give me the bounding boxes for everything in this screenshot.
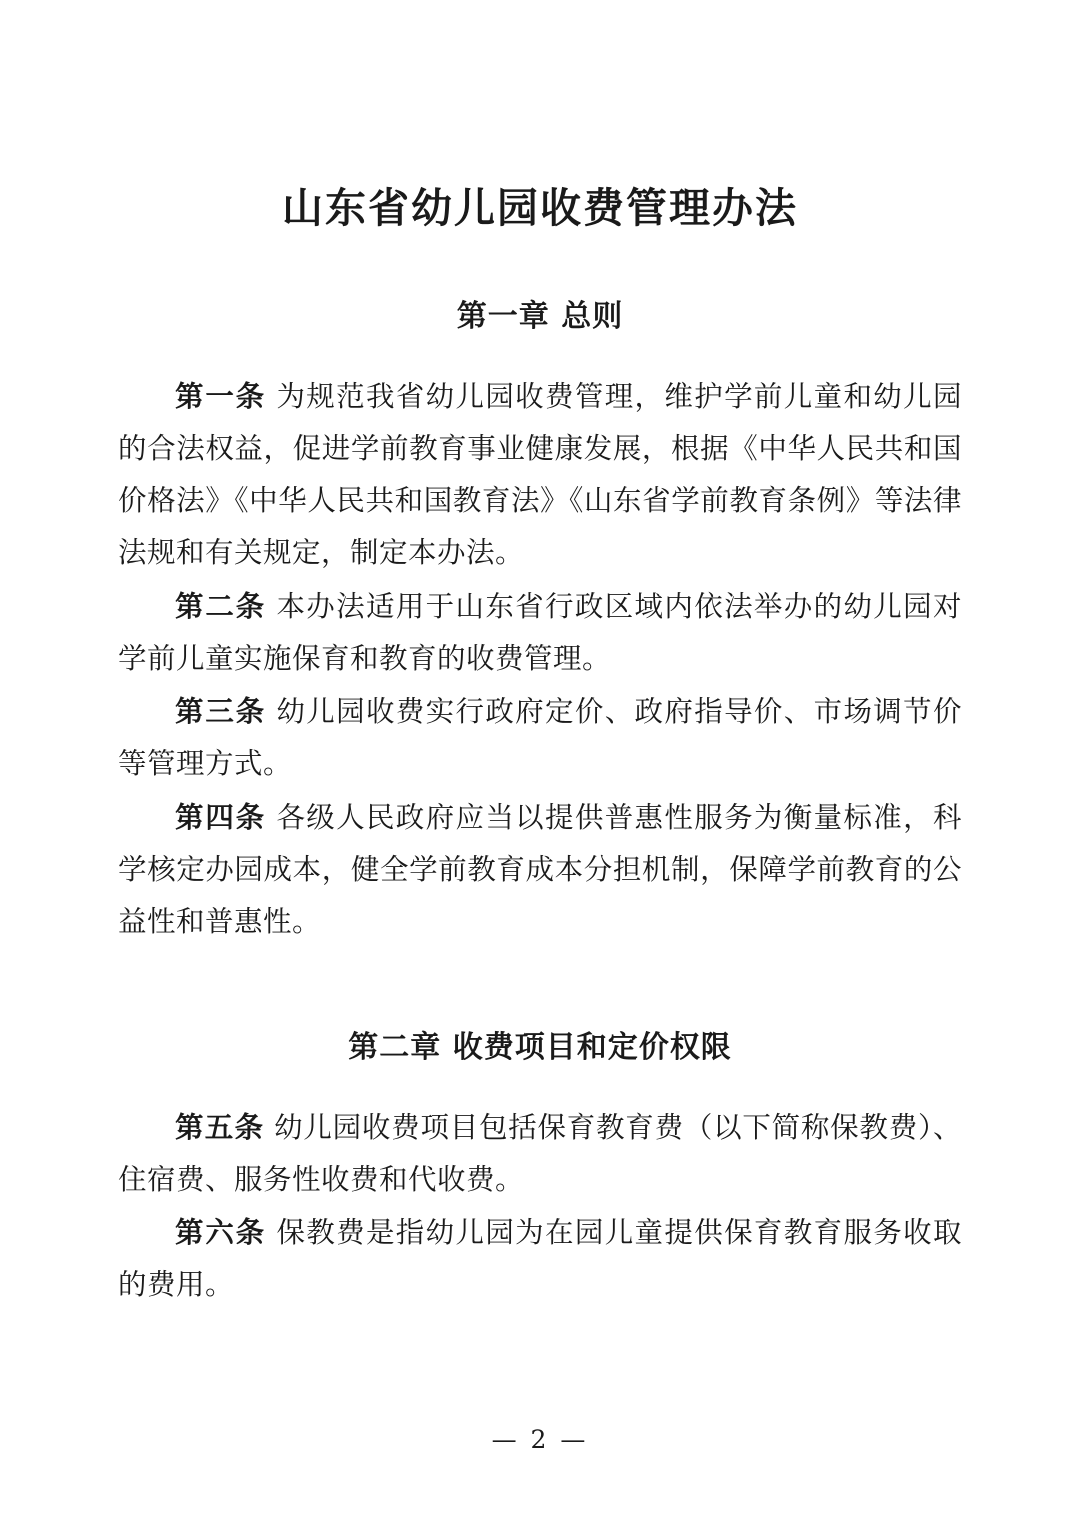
article-text: 为规范我省幼儿园收费管理，维护学前儿童和幼儿园的合法权益，促进学前教育事业健康发展，根据《中华人民共和国价格法》《中华人民共和国教育法》《山东省学前教育条例》等法律法规和有关规定，制定本办法。: [118, 380, 962, 569]
article-paragraph: [118, 581, 962, 685]
article-text: 幼儿园收费项目包括保育教育费（以下简称保教费）、住宿费、服务性收费和代收费。: [118, 1110, 962, 1196]
article-paragraph: [118, 792, 962, 948]
article-text: 各级人民政府应当以提供普惠性服务为衡量标准，科学核定办园成本，健全学前教育成本分担机制，保障学前教育的公益性和普惠性。: [118, 801, 962, 938]
article-text: 本办法适用于山东省行政区域内依法举办的幼儿园对学前儿童实施保育和教育的收费管理。: [118, 589, 962, 675]
chapter-heading-2: 第二章 收费项目和定价权限: [348, 1029, 732, 1065]
article-paragraph: [118, 1102, 962, 1206]
article-number: 第四条: [175, 801, 267, 835]
article-number: 第六条: [175, 1216, 267, 1250]
page-title: 山东省幼儿园收费管理办法: [282, 184, 798, 232]
article-number: 第三条: [175, 695, 267, 729]
chapter-1-body: [118, 371, 962, 947]
article-paragraph: [118, 686, 962, 790]
article-paragraph: [118, 1207, 962, 1311]
chapter-2-body: [118, 1102, 962, 1311]
article-number: 第二条: [175, 589, 267, 623]
chapter-heading-1: 第一章 总则: [456, 299, 624, 335]
article-paragraph: [118, 371, 962, 578]
article-text: 幼儿园收费实行政府定价、政府指导价、市场调节价等管理方式。: [118, 695, 962, 781]
article-number: 第一条: [175, 380, 267, 414]
page-number: — 2 —: [491, 1425, 589, 1454]
article-text: 保教费是指幼儿园为在园儿童提供保育教育服务收取的费用。: [118, 1216, 962, 1302]
article-number: 第五条: [175, 1110, 265, 1144]
